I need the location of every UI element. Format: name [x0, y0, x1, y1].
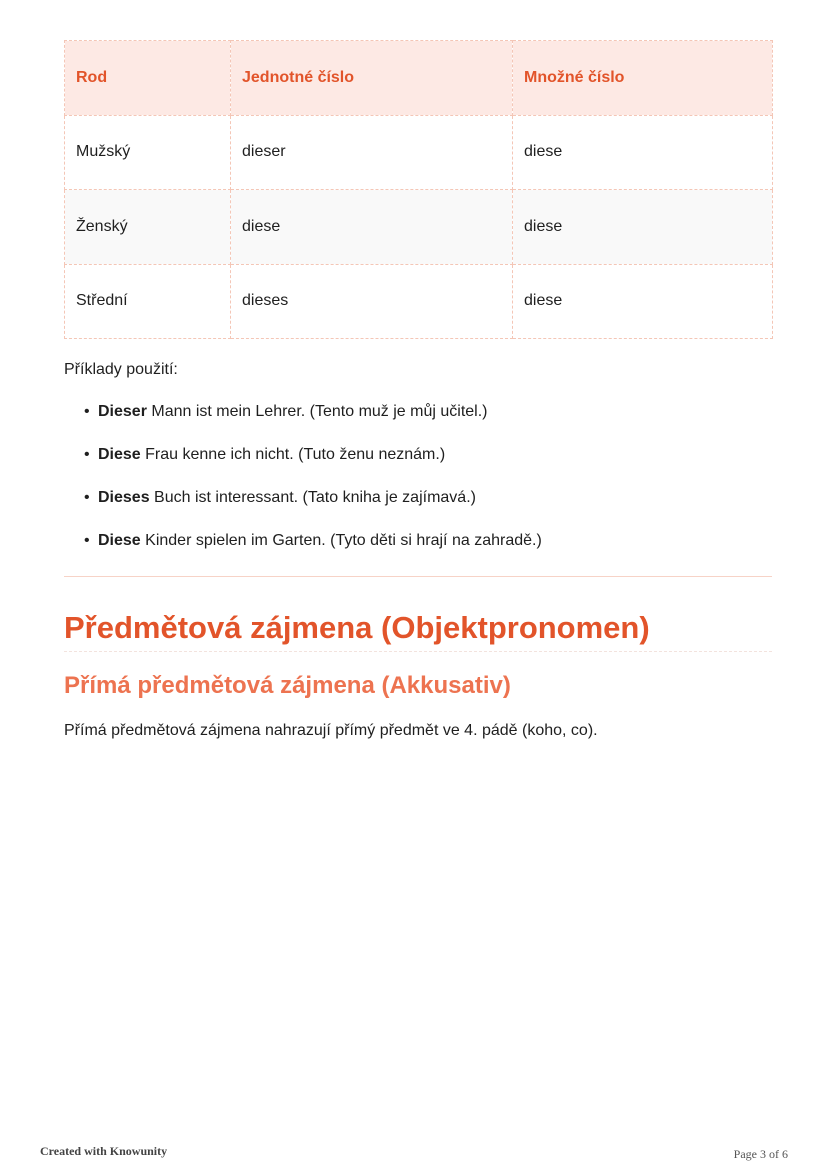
bullet-icon: • — [84, 532, 90, 549]
section-divider — [64, 576, 772, 577]
example-bold: Diese — [98, 532, 141, 549]
demonstrative-table — [64, 40, 773, 339]
table-cell: diese — [513, 264, 773, 339]
list-item — [84, 530, 784, 573]
table-cell: diese — [231, 190, 513, 265]
section-subheading: Přímá předmětová zájmena (Akkusativ) — [64, 672, 511, 699]
table-cell: dieses — [231, 264, 513, 339]
bullet-icon: • — [84, 446, 90, 463]
example-text: Kinder spielen im Garten. (Tyto děti si hrají na zahradě.) — [140, 532, 542, 549]
list-item — [84, 401, 784, 444]
example-bold: Diese — [98, 446, 141, 463]
table-cell: diese — [513, 190, 773, 265]
table-cell: dieser — [231, 115, 513, 190]
table-cell: Ženský — [65, 190, 231, 265]
heading-underline — [64, 651, 772, 652]
examples-title: Příklady použití: — [64, 361, 178, 378]
table-row — [65, 190, 773, 265]
table-cell: Mužský — [65, 115, 231, 190]
table-cell: diese — [513, 115, 773, 190]
bullet-icon: • — [84, 489, 90, 506]
header-singular: Jednotné číslo — [231, 41, 513, 116]
table-row — [65, 115, 773, 190]
section-heading: Předmětová zájmena (Objektpronomen) — [64, 610, 650, 645]
example-text: Mann ist mein Lehrer. (Tento muž je můj učitel.) — [146, 403, 488, 420]
examples-list — [84, 401, 784, 573]
footer-created: Created with Knowunity — [40, 1144, 168, 1158]
table-row — [65, 264, 773, 339]
example-text: Buch ist interessant. (Tato kniha je zajímavá.) — [149, 489, 476, 506]
header-plural: Množné číslo — [513, 41, 773, 116]
example-bold: Dieser — [98, 403, 147, 420]
example-text: Frau kenne ich nicht. (Tuto ženu neznám.) — [140, 446, 446, 463]
list-item — [84, 487, 784, 530]
header-rod: Rod — [65, 41, 231, 116]
footer-page-number: Page 3 of 6 — [733, 1147, 788, 1161]
table-cell: Střední — [65, 264, 231, 339]
bullet-icon: • — [84, 403, 90, 420]
table-header-row — [65, 41, 773, 116]
example-bold: Dieses — [98, 489, 150, 506]
list-item — [84, 444, 784, 487]
section-paragraph: Přímá předmětová zájmena nahrazují přímý předmět ve 4. pádě (koho, co). — [64, 722, 598, 739]
